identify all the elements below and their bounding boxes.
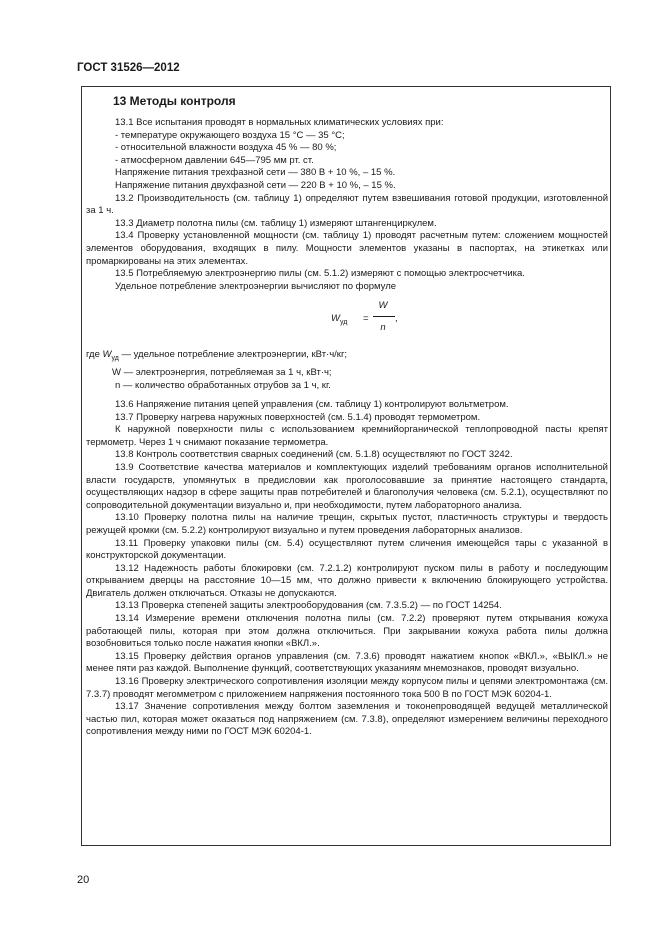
page-number: 20 bbox=[77, 874, 90, 886]
formula-lhs bbox=[331, 313, 347, 329]
document-header: ГОСТ 31526—2012 bbox=[77, 62, 180, 74]
paragraph-13-4: 13.4 Проверку установленной мощности (см. таблицу 1) проводят расчетным путем: сложением мощностей элементов оборудования, входящих в пилу. Мощности элементов указаны в паспортах, на этикетках или промаркированы на этих элементах. bbox=[86, 230, 608, 267]
paragraph-13-6: 13.6 Напряжение питания цепей управления (см. таблицу 1) контролируют вольтметром. bbox=[115, 398, 509, 410]
formula-equals: = bbox=[363, 313, 369, 325]
paragraph-13-16: 13.16 Проверку электрического сопротивления изоляции между корпусом пилы и цепями электромонтажа (см. 7.3.7) проводят мегомметром с приложением напряжения постоянного тока 500 В по ГОСТ МЭК 60204-1. bbox=[86, 676, 608, 700]
where-var: W bbox=[102, 349, 112, 361]
formula-intro: Удельное потребление электроэнергии вычисляют по формуле bbox=[115, 280, 397, 292]
paragraph-13-5: 13.5 Потребляемую электроэнергию пилы (см. 5.1.2) измеряют с помощью электросчетчика. bbox=[115, 268, 525, 280]
paragraph-13-17: 13.17 Значение сопротивления между болтом заземления и токонепроводящей ведущей металлической частью пил, которая может оказаться под напряжением (см. 7.3.8), определяют измерением величины переходного сопротивления между ними по ГОСТ МЭК 60204-1. bbox=[86, 701, 608, 738]
formula-end: , bbox=[395, 313, 398, 325]
formula-lhs-var: W bbox=[331, 313, 340, 325]
paragraph-13-3: 13.3 Диаметр полотна пилы (см. таблицу 1) измеряют штангенциркулем. bbox=[115, 217, 437, 229]
formula-specific-consumption bbox=[86, 298, 608, 342]
definition-w: W — электроэнергия, потребляемая за 1 ч, кВт·ч; bbox=[112, 366, 332, 378]
paragraph-13-10: 13.10 Проверку полотна пилы на наличие трещин, скрытых пустот, пластичность структуры и твердость режущей кромки (см. 5.2.2) контролируют визуально и путем проведения лабораторных анализов. bbox=[86, 512, 608, 536]
paragraph-13-14: 13.14 Измерение времени отключения полотна пилы (см. 7.2.2) проверяют путем открывания кожуха работающей пилы, которая при этом должна отключиться. При закрывании кожуха работа пилы должна возобновиться только после нажатия кнопки «ВКЛ.». bbox=[86, 613, 608, 650]
section-title: 13 Методы контроля bbox=[113, 94, 236, 108]
voltage-two-phase: Напряжение питания двухфазной сети — 220 В + 10 %, – 15 %. bbox=[115, 179, 396, 191]
paragraph-13-8: 13.8 Контроль соответствия сварных соединений (см. 5.1.8) осуществляют по ГОСТ 3242. bbox=[115, 449, 513, 461]
section-content bbox=[86, 94, 608, 739]
condition-pressure: - атмосферном давлении 645—795 мм рт. ст. bbox=[115, 154, 314, 166]
paragraph-13-1: 13.1 Все испытания проводят в нормальных климатических условиях при: bbox=[115, 117, 444, 128]
paragraph-13-15: 13.15 Проверку действия органов управления (см. 7.3.6) проводят нажатием кнопок «ВКЛ.», «ВЫКЛ.» не менее пяти раз каждой. Выполнение функций, соответствующих указаниям мнемознаков, проводят визуально. bbox=[86, 650, 608, 675]
paragraph-13-7-detail: К наружной поверхности пилы с использованием кремнийорганической теплопроводной пасты крепят термометр. Через 1 ч снимают показание термометра. bbox=[86, 424, 608, 448]
formula-fraction-bar bbox=[373, 316, 395, 317]
where-sub: уд bbox=[111, 355, 119, 363]
paragraph-13-13: 13.13 Проверка степеней защиты электрооборудования (см. 7.3.5.2) — по ГОСТ 14254. bbox=[115, 600, 502, 612]
definition-wud bbox=[86, 349, 608, 365]
where-prefix: где bbox=[86, 349, 103, 361]
condition-temperature: - температуре окружающего воздуха 15 °С — 35 °С; bbox=[115, 129, 345, 141]
condition-humidity: - относительной влажности воздуха 45 % — 80 %; bbox=[115, 142, 337, 154]
where-text: — удельное потребление электроэнергии, кВт·ч/кг; bbox=[118, 349, 348, 361]
paragraph-13-11: 13.11 Проверку упаковки пилы (см. 5.4) осуществляют путем сличения имеющейся тары с указанной в конструкторской документации. bbox=[86, 537, 608, 562]
formula-lhs-sub: уд bbox=[339, 319, 348, 327]
definition-n: n — количество обработанных отрубов за 1 ч, кг. bbox=[115, 380, 331, 392]
paragraph-13-9: 13.9 Соответствие качества материалов и комплектующих изделий требованиям органов исполнительной власти государств, упомянутых в предисловии как проголосовавшие за принятие настоящего стандарта, осуществляющих надзор в сфере защиты прав потребителей и благополучия человека (см. 5.2.1), осуществляют по сопроводительной документации визуально и, при необходимости, путем лабораторного анализа. bbox=[86, 461, 608, 511]
paragraph-13-12: 13.12 Надежность работы блокировки (см. 7.2.1.2) контролируют пуском пилы в работу и последующим открыванием дверцы на расстояние 10—15 мм, что должно привести к включению блокирующего устройства. Двигатель должен отключаться. Отказы не допускаются. bbox=[86, 562, 608, 599]
voltage-three-phase: Напряжение питания трехфазной сети — 380 В + 10 %, – 15 %. bbox=[115, 167, 396, 179]
paragraph-13-7: 13.7 Проверку нагрева наружных поверхностей (см. 5.1.4) проводят термометром. bbox=[115, 411, 481, 423]
formula-denominator: n bbox=[380, 322, 386, 334]
formula-numerator: W bbox=[378, 300, 388, 312]
paragraph-13-2: 13.2 Производительность (см. таблицу 1) определяют путем взвешивания готовой продукции, изготовленной за 1 ч. bbox=[86, 192, 608, 217]
